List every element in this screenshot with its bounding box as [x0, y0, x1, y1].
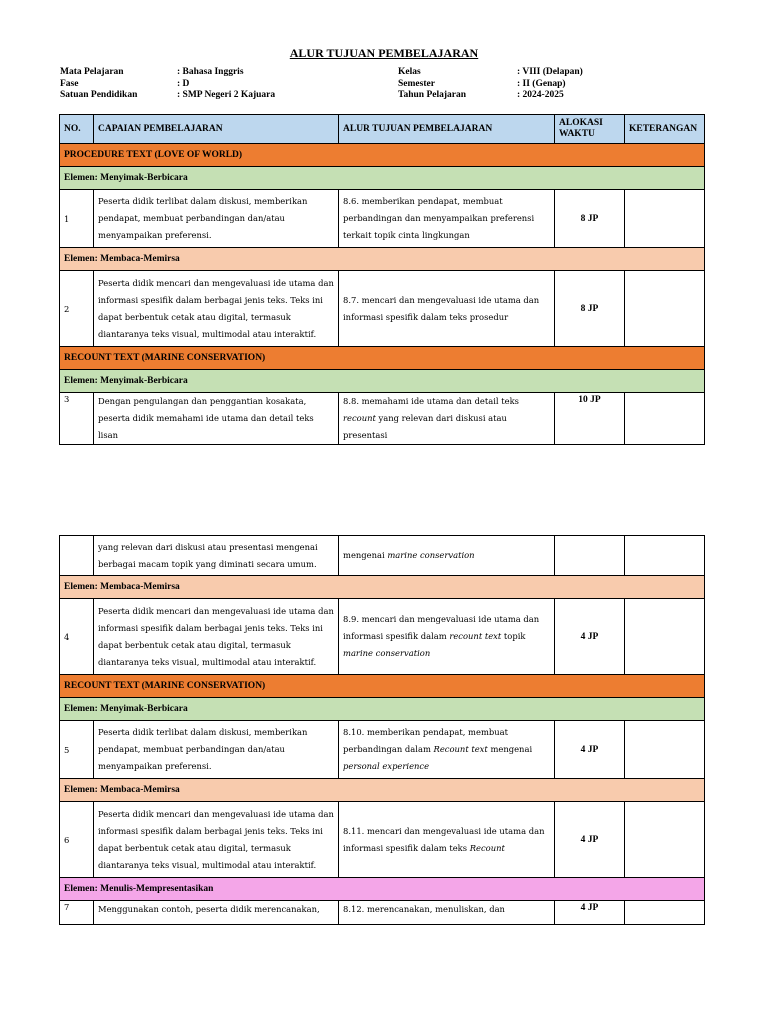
alur-text: yang relevan dari diskusi atau presentasi — [343, 413, 507, 440]
meta-left — [60, 67, 275, 102]
alokasi-cell: 8 JP — [555, 271, 625, 347]
alur-italic-term: Recount — [469, 842, 505, 853]
header-capaian: CAPAIAN PEMBELAJARAN — [94, 115, 339, 144]
table-header-row — [60, 115, 705, 144]
meta-value: : SMP Negeri 2 Kajuara — [177, 90, 276, 101]
keterangan-cell — [625, 536, 705, 576]
alokasi-cell: 4 JP — [555, 901, 625, 925]
keterangan-cell — [625, 721, 705, 779]
element-row — [60, 878, 705, 901]
element-row — [60, 576, 705, 599]
row-number: 7 — [60, 901, 94, 925]
keterangan-cell — [625, 190, 705, 248]
element-label: Elemen: Menyimak-Berbicara — [60, 167, 705, 190]
meta-value: : 2024-2025 — [517, 90, 564, 101]
element-row — [60, 248, 705, 271]
section-title: RECOUNT TEXT (MARINE CONSERVATION) — [60, 675, 705, 698]
alur-text: 8.9. mencari dan mengevaluasi ide utama dan informasi spesifik dalam — [343, 614, 540, 641]
alur-italic-term: Recount text — [433, 744, 488, 754]
header-keterangan: KETERANGAN — [625, 115, 705, 144]
alur-text: 8.11. mencari dan mengevaluasi ide utama dan informasi spesifik dalam teks — [343, 825, 545, 853]
element-label: Elemen: Menyimak-Berbicara — [60, 370, 705, 393]
meta-value: : II (Genap) — [517, 78, 566, 89]
meta-label: Kelas — [398, 67, 421, 77]
element-row — [60, 779, 705, 802]
table-row — [60, 599, 705, 675]
capaian-cell: Peserta didik terlibat dalam diskusi, memberikan pendapat, membuat perbandingan dan/atau menyampaikan preferensi. — [94, 721, 339, 779]
alur-cell — [339, 599, 555, 675]
row-number: 1 — [60, 190, 94, 248]
alur-cell: 8.12. merencanakan, menuliskan, dan — [339, 901, 555, 925]
table-row — [60, 393, 705, 445]
header-no: NO. — [60, 115, 94, 144]
keterangan-cell — [625, 901, 705, 925]
alokasi-cell: 4 JP — [555, 802, 625, 878]
alur-text: mengenai — [487, 744, 533, 754]
row-number: 2 — [60, 271, 94, 347]
section-title: RECOUNT TEXT (MARINE CONSERVATION) — [60, 347, 705, 370]
section-row — [60, 144, 705, 167]
element-label: Elemen: Membaca-Memirsa — [60, 248, 705, 271]
meta-value: : Bahasa Inggris — [177, 67, 244, 77]
alur-text: 8.10. memberikan pendapat, membuat perbandingan dalam — [343, 727, 508, 754]
meta-label: Satuan Pendidikan — [60, 90, 138, 101]
row-number: 3 — [60, 393, 94, 445]
capaian-cell: Peserta didik mencari dan mengevaluasi ide utama dan informasi spesifik dalam berbagai jenis teks. Teks ini dapat berbentuk cetak atau digital, termasuk diantaranya teks visual, multimodal atau interaktif. — [94, 599, 339, 675]
meta-label: Semester — [398, 78, 435, 89]
row-number — [60, 536, 94, 576]
capaian-cell: yang relevan dari diskusi atau presentasi mengenai berbagai macam topik yang diminati secara umum. — [94, 536, 339, 576]
alur-text: mengenai — [343, 550, 388, 560]
capaian-cell: Peserta didik mencari dan mengevaluasi ide utama dan informasi spesifik dalam berbagai jenis teks. Teks ini dapat berbentuk cetak atau digital, termasuk diantaranya teks visual, multimodal atau interaktif. — [94, 271, 339, 347]
alur-italic-term: recount — [343, 413, 376, 423]
row-number: 5 — [60, 721, 94, 779]
document-title: ALUR TUJUAN PEMBELAJARAN — [289, 46, 479, 60]
header-alur-tujuan: ALUR TUJUAN PEMBELAJARAN — [339, 115, 555, 144]
element-row — [60, 370, 705, 393]
table-row — [60, 802, 705, 878]
alokasi-cell: 10 JP — [555, 393, 625, 445]
alur-italic-term: marine conservation — [343, 648, 431, 658]
element-row — [60, 698, 705, 721]
alur-cell: 8.6. memberikan pendapat, membuat perbandingan dan menyampaikan preferensi terkait topik cinta lingkungan — [339, 190, 555, 248]
alokasi-cell: 4 JP — [555, 721, 625, 779]
element-row — [60, 167, 705, 190]
alur-italic-term: personal experience — [343, 761, 430, 771]
element-label: Elemen: Membaca-Memirsa — [60, 779, 705, 802]
capaian-cell: Peserta didik mencari dan mengevaluasi ide utama dan informasi spesifik dalam berbagai jenis teks. Teks ini dapat berbentuk cetak atau digital, termasuk diantaranya teks visual, multimodal atau interaktif. — [94, 802, 339, 878]
section-title: PROCEDURE TEXT (LOVE OF WORLD) — [60, 144, 705, 167]
meta-value: : D — [177, 78, 190, 89]
meta-label: Tahun Pelajaran — [398, 90, 467, 101]
row-number: 6 — [60, 802, 94, 878]
row-number: 4 — [60, 599, 94, 675]
keterangan-cell — [625, 271, 705, 347]
alur-cell — [339, 536, 555, 576]
alur-cell — [339, 721, 555, 779]
alokasi-cell — [555, 536, 625, 576]
atp-table-page1 — [59, 114, 705, 445]
capaian-cell: Dengan pengulangan dan penggantian kosakata, peserta didik memahami ide utama dan detail teks lisan — [94, 393, 339, 445]
alur-text: 8.8. memahami ide utama dan detail teks — [343, 396, 519, 406]
header-alokasi-waktu: ALOKASI WAKTU — [555, 115, 625, 144]
alur-italic-term: marine conservation — [387, 550, 475, 560]
alur-text: topik — [501, 631, 526, 641]
table-row — [60, 271, 705, 347]
section-row — [60, 347, 705, 370]
meta-label: Fase — [60, 78, 79, 89]
element-label: Elemen: Menulis-Mempresentasikan — [60, 878, 705, 901]
capaian-cell: Menggunakan contoh, peserta didik merencanakan, — [94, 901, 339, 925]
meta-value: : VIII (Delapan) — [517, 67, 583, 77]
section-row — [60, 675, 705, 698]
table-row — [60, 721, 705, 779]
alur-cell: 8.7. mencari dan mengevaluasi ide utama dan informasi spesifik dalam teks prosedur — [339, 271, 555, 347]
table-row-continued — [60, 536, 705, 576]
alur-cell — [339, 393, 555, 445]
meta-label: Mata Pelajaran — [60, 67, 124, 77]
alur-cell — [339, 802, 555, 878]
meta-right — [398, 67, 583, 102]
alokasi-cell: 4 JP — [555, 599, 625, 675]
alur-italic-term: recount text — [449, 631, 502, 641]
atp-table-page2 — [59, 535, 705, 925]
keterangan-cell — [625, 802, 705, 878]
element-label: Elemen: Menyimak-Berbicara — [60, 698, 705, 721]
capaian-cell: Peserta didik terlibat dalam diskusi, memberikan pendapat, membuat perbandingan dan/atau menyampaikan preferensi. — [94, 190, 339, 248]
keterangan-cell — [625, 599, 705, 675]
element-label: Elemen: Membaca-Memirsa — [60, 576, 705, 599]
keterangan-cell — [625, 393, 705, 445]
table-row — [60, 901, 705, 925]
alokasi-cell: 8 JP — [555, 190, 625, 248]
table-row — [60, 190, 705, 248]
